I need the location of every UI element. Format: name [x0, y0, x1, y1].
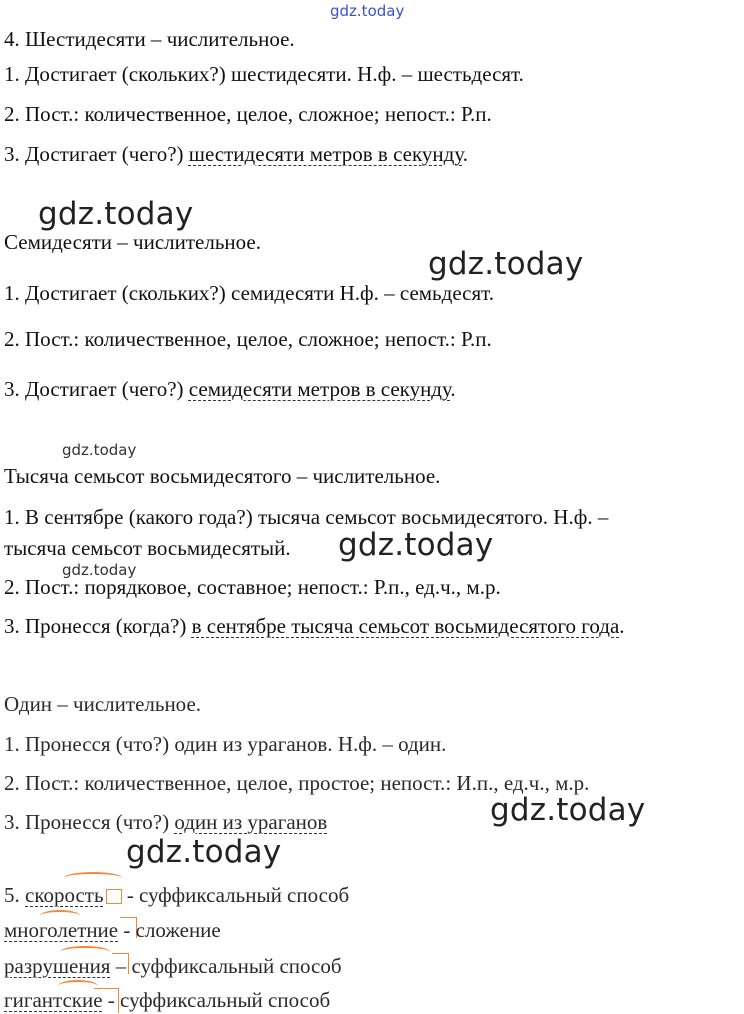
watermark: gdz.today [38, 196, 194, 232]
watermark-small: gdz.today [62, 561, 137, 579]
block4-line3-phrase: один из ураганов [174, 810, 328, 834]
block5-word1-line [4, 883, 349, 907]
block5-word3-method: – суффиксальный способ [110, 954, 342, 978]
block1-line3-end: . [462, 142, 468, 166]
block4-line3 [4, 810, 327, 834]
watermark: gdz.today [428, 246, 584, 282]
block5-word1-method: - суффиксальный способ [121, 883, 350, 907]
block3-title: Тысяча семьсот восьмидесятого – числительное. [4, 464, 441, 488]
block2-line1: 1. Достигает (скольких?) семидесяти Н.ф. – семьдесят. [4, 281, 494, 305]
watermark-top: gdz.today [330, 2, 405, 20]
watermark: gdz.today [126, 834, 282, 870]
block2-line2: 2. Пост.: количественное, целое, сложное; непост.: Р.п. [4, 327, 492, 351]
watermark-small: gdz.today [62, 441, 137, 459]
watermark: gdz.today [490, 792, 646, 828]
block1-line3 [4, 142, 468, 166]
block1-line3-prefix: 3. Достигает (чего?) [4, 142, 189, 166]
watermark: gdz.today [338, 527, 494, 563]
block1-title: 4. Шестидесяти – числительное. [4, 27, 295, 51]
block1-line2: 2. Пост.: количественное, целое, сложное; непост.: Р.п. [4, 102, 492, 126]
block1-line1: 1. Достигает (скольких?) шестидесяти. Н.ф. – шестьдесят. [4, 62, 524, 86]
block4-line1: 1. Пронесся (что?) один из ураганов. Н.ф. – один. [4, 732, 447, 756]
block5-word4-line [4, 988, 330, 1012]
block5-word3-line [4, 954, 342, 978]
block2-line3 [4, 377, 456, 401]
block2-line3-prefix: 3. Достигает (чего?) [4, 377, 189, 401]
block5-word1: скорость [25, 883, 104, 907]
block3-line3-end: . [619, 614, 625, 638]
block3-line1a: 1. В сентябре (какого года?) тысяча семьсот восьмидесятого. Н.ф. – [4, 505, 609, 529]
block3-line3 [4, 614, 625, 638]
block5-word4: гигантские [4, 988, 103, 1012]
block3-line3-prefix: 3. Пронесся (когда?) [4, 614, 192, 638]
block2-title: Семидесяти – числительное. [4, 230, 261, 254]
block3-line1b: тысяча семьсот восьмидесятый. [4, 536, 291, 560]
block3-line2: 2. Пост.: порядковое, составное; непост.: Р.п., ед.ч., м.р. [4, 575, 501, 599]
zero-ending-mark [106, 889, 122, 904]
block5-word2-method: - сложение [118, 918, 221, 942]
block5-word4-method: - суффиксальный способ [102, 988, 331, 1012]
block5-word2: многолетние [4, 918, 119, 942]
block5-word1-number: 5. [4, 883, 25, 907]
block4-line2: 2. Пост.: количественное, целое, простое; непост.: И.п., ед.ч., м.р. [4, 771, 590, 795]
block1-line3-phrase: шестидесяти метров в секунду [188, 142, 463, 166]
block2-line3-end: . [450, 377, 456, 401]
block5-word3: разрушения [4, 954, 111, 978]
block4-line3-prefix: 3. Пронесся (что?) [4, 810, 175, 834]
block3-line3-phrase: в сентябре тысяча семьсот восьмидесятого года [191, 614, 620, 638]
block2-line3-phrase: семидесяти метров в секунду [188, 377, 451, 401]
block5-word2-line [4, 918, 221, 942]
block4-title: Один – числительное. [4, 692, 202, 716]
